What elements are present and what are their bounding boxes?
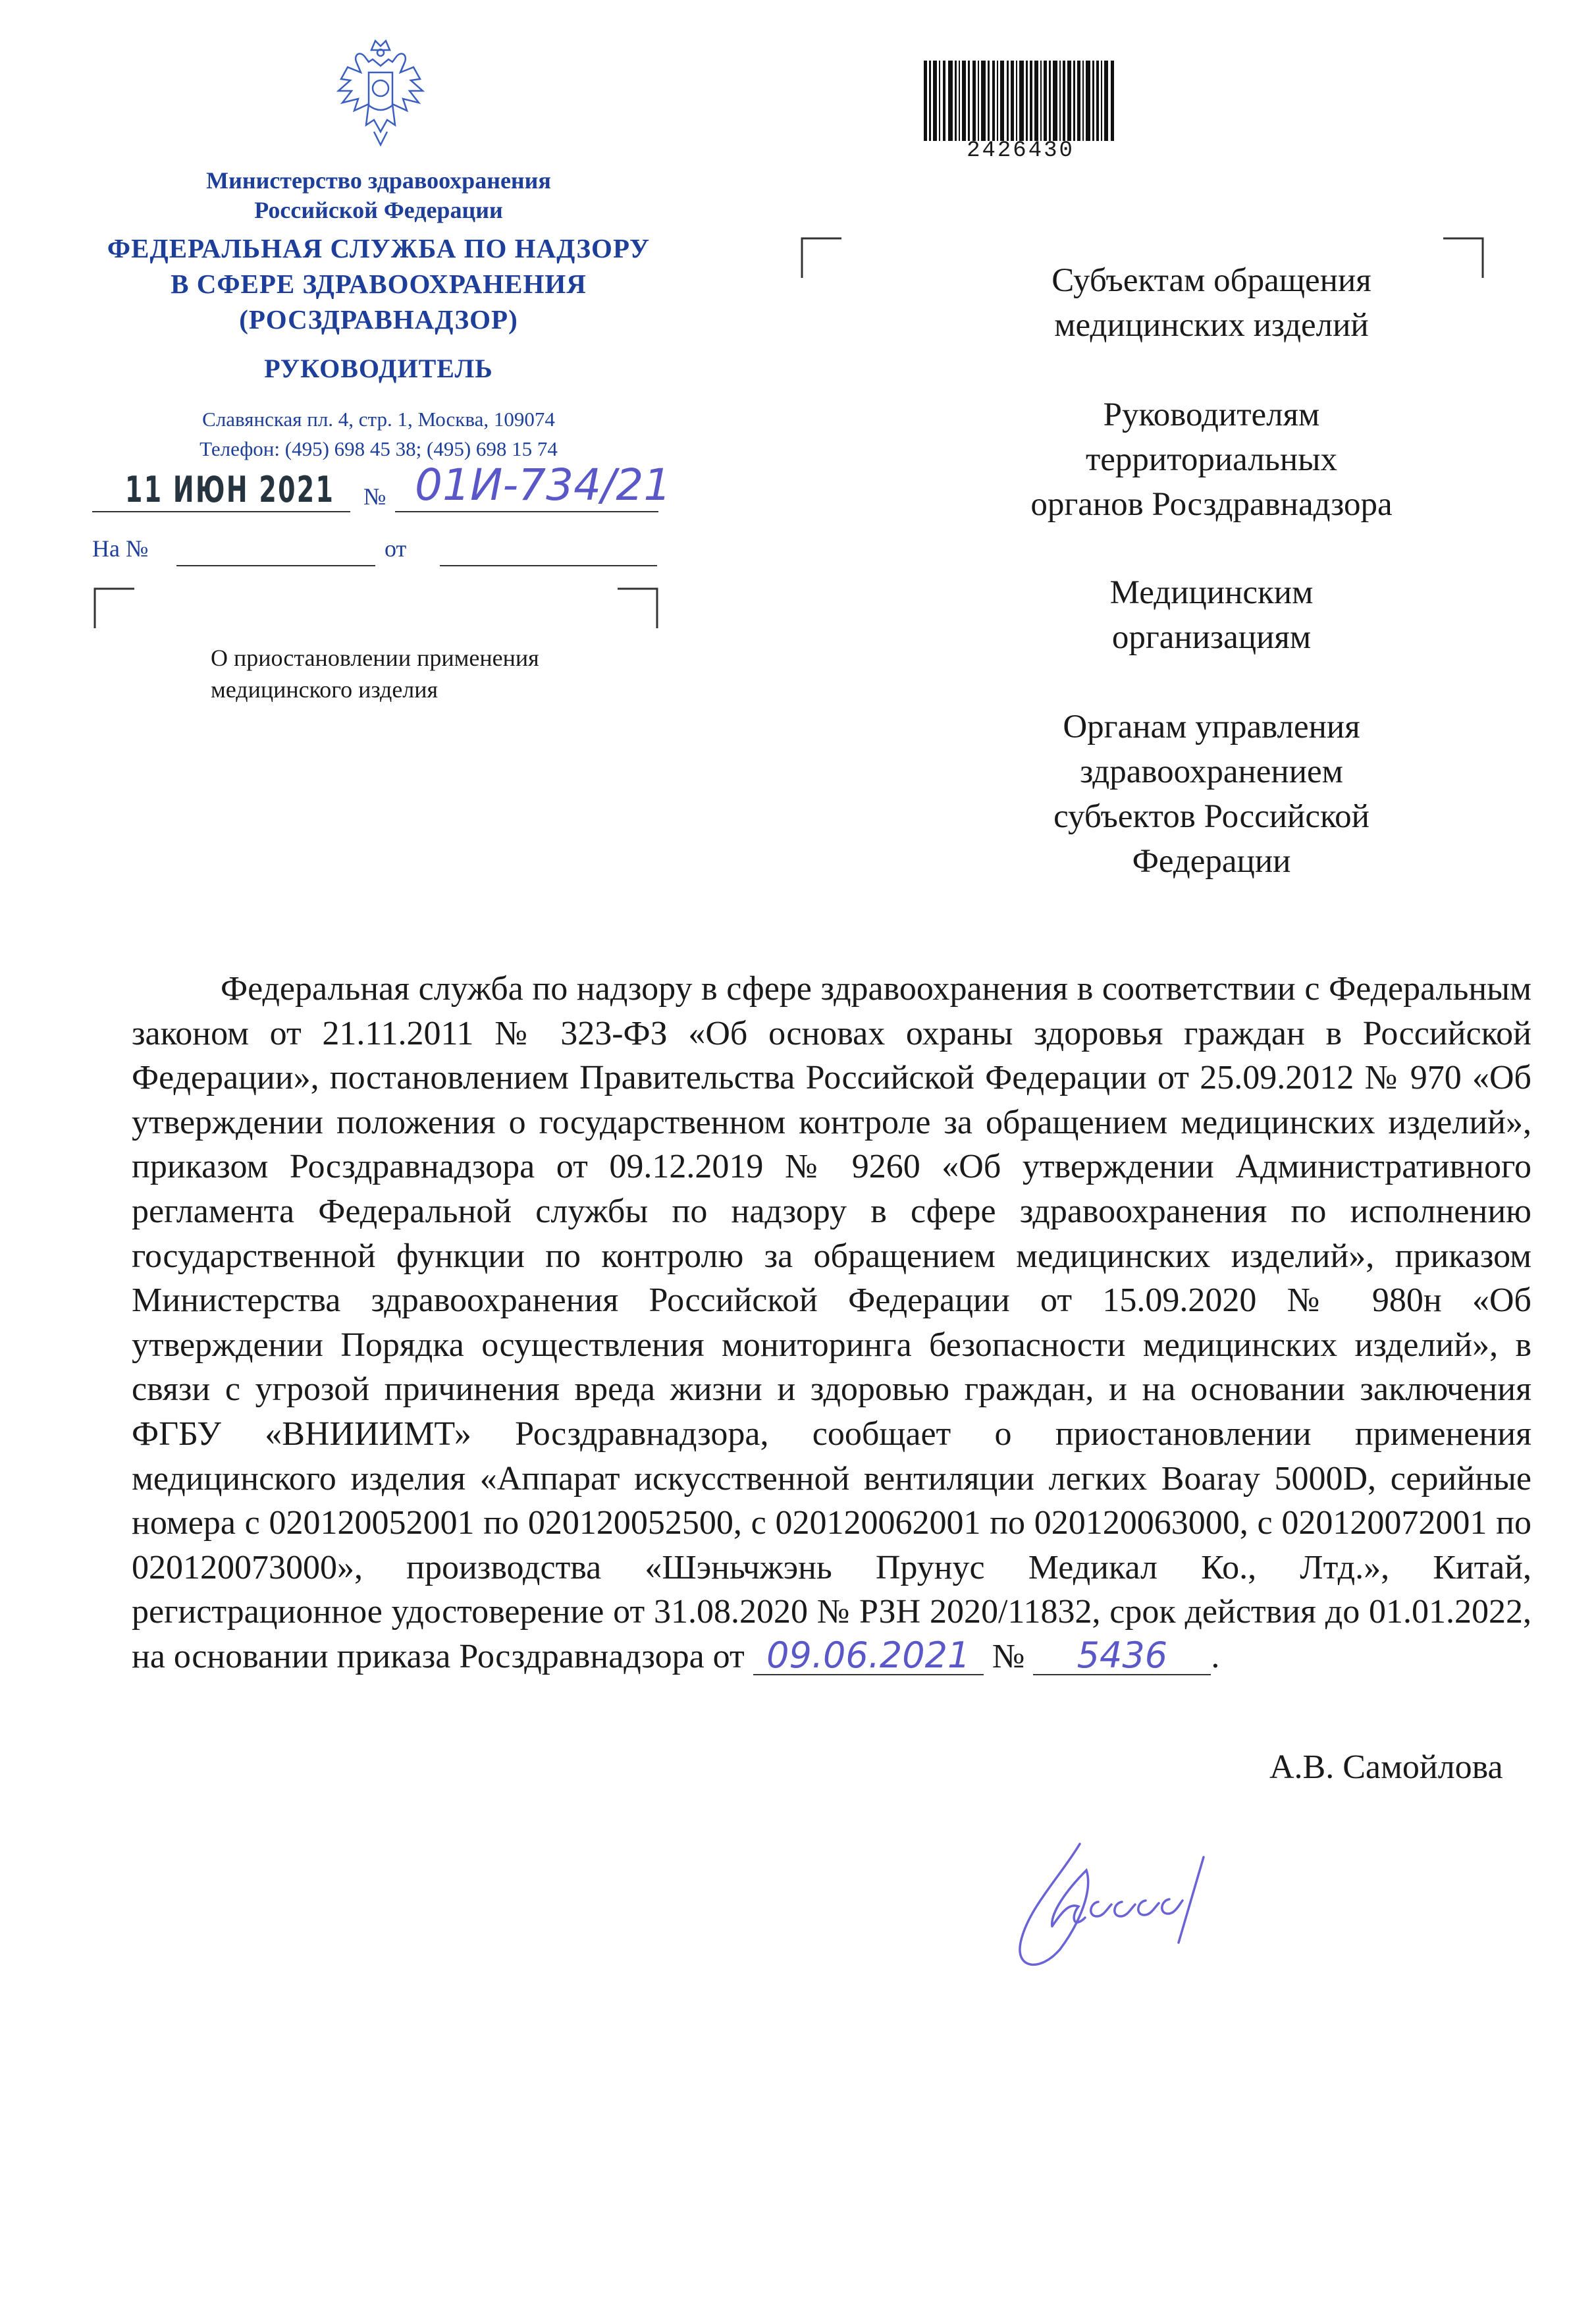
body-paragraph — [132, 967, 1531, 1679]
end-punct: . — [1211, 1637, 1220, 1675]
service-line-2: В СФЕРЕ ЗДРАВООХРАНЕНИЯ — [171, 269, 587, 299]
ministry-line-1: Министерство здравоохранения — [206, 167, 551, 194]
order-number-symbol: № — [992, 1637, 1025, 1675]
service-line-1: ФЕДЕРАЛЬНАЯ СЛУЖБА ПО НАДЗОРУ — [107, 233, 651, 263]
recipient-1 — [961, 258, 1462, 348]
recipient-4-line-4: Федерации — [1132, 843, 1291, 880]
order-date: 09.06.2021 — [766, 1634, 971, 1676]
recipient-3-line-2: организациям — [1111, 619, 1312, 656]
recipient-4-line-2: здравоохранением — [1080, 753, 1343, 790]
ministry-line-2: Российской Федерации — [254, 197, 503, 223]
body-text: Федеральная служба по надзору в сфере здравоохранения в соответствии с Федеральным законом от 21.11.2011 № 323-ФЗ «Об основах охраны здоровья граждан в Российской Федерации», постановлением Правительства Российской Федерации от 25.09.2012 № 970 «Об утверждении положения о государственном контроле за обращением медицинских изделий», приказом Росздравнадзора от 09.12.2019 № 9260 «Об утверждении Административного регламента Федеральной службы по надзору в сфере здравоохранения по исполнению государственной функции по контролю за обращением медицинских изделий», приказом Министерства здравоохранения Российской Федерации от 15.09.2020 № 980н «Об утверждении Порядка осуществления мониторинга безопасности медицинских изделий», в связи с угрозой причинения вреда жизни и здоровью граждан, и на основании заключения ФГБУ «ВНИИИМТ» Росздравнадзора, сообщает о приостановлении применения медицинского изделия «Аппарат искусственной вентиляции легких Boaray 5000D, серийные номера с 020120052001 по 020120052500, с 020120062001 по 020120063000, с 020120072001 по 020120073000», производства «Шэньчжэнь Прунус Медикал Ко., Лтд.», Китай, регистрационное удостоверение от 31.08.2020 № РЗН 2020/11832, срок действия до 01.01.2022, на основании приказа Росздравнадзора от — [132, 970, 1531, 1675]
subject-line-2: медицинского изделия — [211, 676, 439, 703]
service-line-3: (РОСЗДРАВНАДЗОР) — [239, 304, 518, 335]
recipient-bracket-left — [801, 237, 843, 279]
recipient-1-line-1: Субъектам обращения — [1051, 262, 1371, 299]
reply-number-line — [176, 565, 375, 566]
address-block — [132, 404, 625, 464]
registration-number: 01И-734/21 — [415, 460, 672, 510]
barcode-number: 2426430 — [967, 138, 1075, 163]
date-underline — [92, 511, 350, 512]
reply-date-line — [440, 565, 657, 566]
service-name — [79, 230, 678, 337]
order-number-field — [1033, 1634, 1211, 1676]
order-number: 5436 — [1077, 1634, 1168, 1676]
letter-body — [132, 967, 1531, 1679]
recipient-4 — [961, 705, 1462, 884]
recipient-2-line-2: территориальных — [1086, 441, 1337, 478]
phone: Телефон: (495) 698 45 38; (495) 698 15 74 — [200, 437, 558, 460]
handwritten-signature-icon — [981, 1831, 1297, 1982]
recipient-4-line-1: Органам управления — [1063, 709, 1360, 745]
recipient-3 — [961, 570, 1462, 660]
signer-name: А.В. Самойлова — [1269, 1748, 1503, 1786]
recipient-2-line-3: органов Росздравнадзора — [1030, 486, 1393, 523]
recipient-2-line-1: Руководителям — [1103, 396, 1320, 433]
document-subject — [211, 642, 539, 705]
recipient-1-line-2: медицинских изделий — [1054, 307, 1369, 344]
number-underline — [395, 511, 658, 512]
russian-coat-of-arms-icon — [328, 33, 433, 151]
number-symbol: № — [363, 483, 386, 510]
head-title: РУКОВОДИТЕЛЬ — [264, 354, 493, 383]
order-date-field — [753, 1634, 984, 1676]
reply-label: На № — [92, 535, 149, 562]
subject-bracket-left — [93, 587, 136, 630]
subject-bracket-right — [616, 587, 658, 630]
subject-line-1: О приостановлении применения — [211, 645, 539, 671]
address: Славянская пл. 4, стр. 1, Москва, 109074 — [202, 408, 555, 431]
ministry-name — [132, 166, 625, 225]
recipient-4-line-3: субъектов Российской — [1053, 798, 1370, 835]
recipient-2 — [961, 392, 1462, 527]
registration-date-stamp: 11 ИЮН 2021 — [125, 469, 335, 510]
from-label: от — [385, 535, 407, 562]
recipient-3-line-1: Медицинским — [1109, 574, 1314, 611]
barcode-icon — [924, 61, 1115, 141]
